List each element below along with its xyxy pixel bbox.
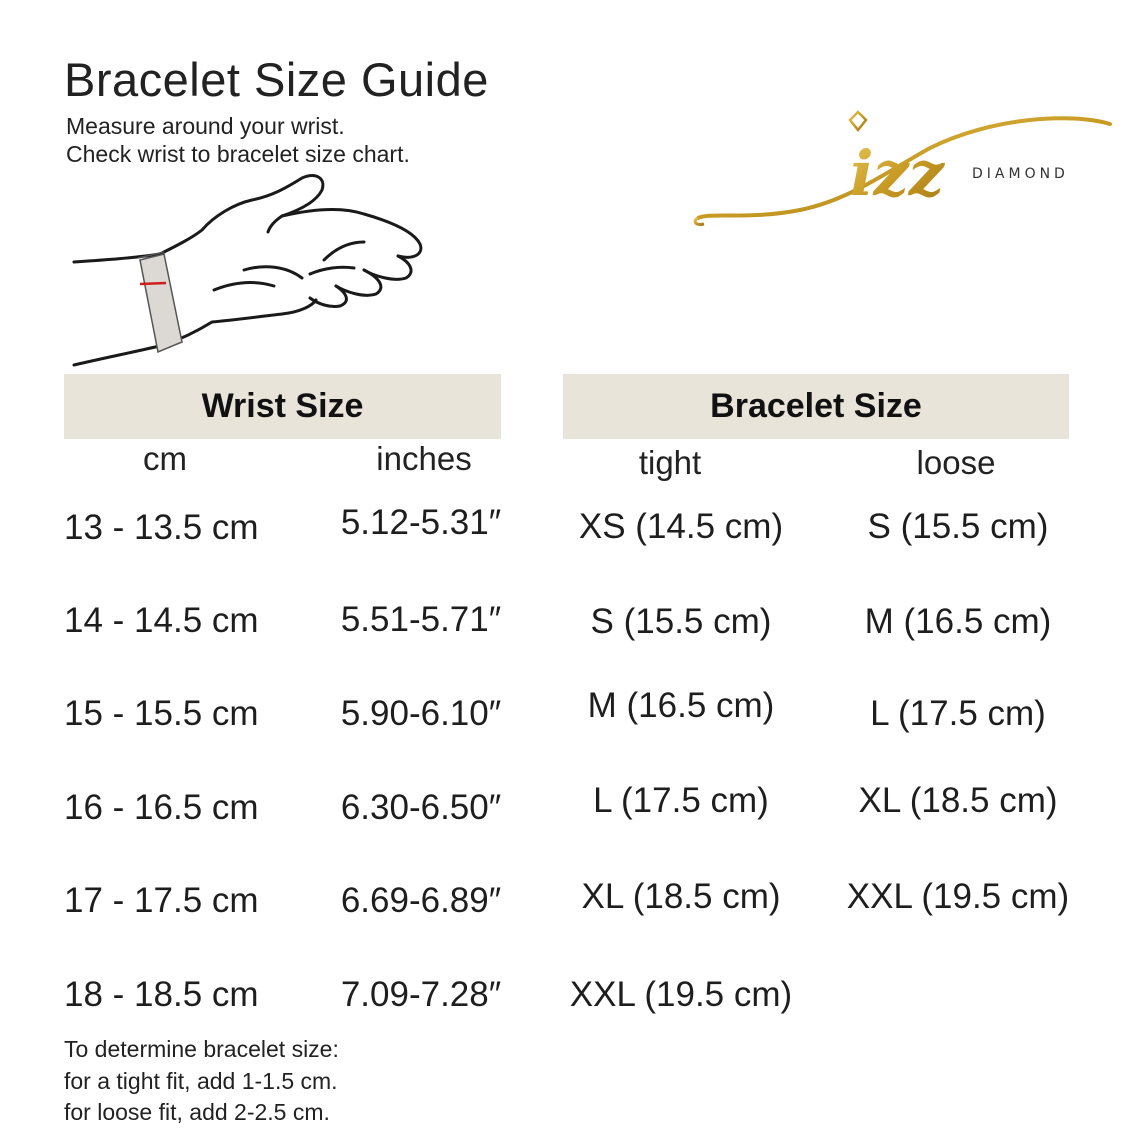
row-2-inches: 5.51-5.71″	[340, 600, 502, 639]
row-4-loose: XL (18.5 cm)	[858, 781, 1058, 820]
note-line-3: for loose fit, add 2-2.5 cm.	[64, 1099, 330, 1125]
col-head-loose: loose	[916, 444, 996, 481]
col-head-tight: tight	[638, 444, 702, 481]
row-1-cm: 13 - 13.5 cm	[64, 508, 259, 547]
note-line-2: for a tight fit, add 1-1.5 cm.	[64, 1068, 338, 1094]
row-2-tight: S (15.5 cm)	[590, 602, 772, 641]
instruction-line-2: Check wrist to bracelet size chart.	[66, 141, 410, 167]
row-2-cm: 14 - 14.5 cm	[64, 601, 259, 640]
instruction-line-1: Measure around your wrist.	[66, 113, 345, 139]
row-6-tight: XXL (19.5 cm)	[569, 975, 793, 1014]
col-head-cm: cm	[143, 440, 187, 477]
row-4-cm: 16 - 16.5 cm	[64, 788, 259, 827]
row-4-inches: 6.30-6.50″	[340, 788, 502, 827]
logo-word-text: DIAMOND	[972, 166, 1069, 182]
row-5-cm: 17 - 17.5 cm	[64, 881, 259, 920]
col-head-inches: inches	[376, 440, 472, 477]
row-1-tight: XS (14.5 cm)	[578, 507, 784, 546]
bracelet-size-header	[563, 374, 1069, 439]
row-3-inches: 5.90-6.10″	[340, 694, 502, 733]
izz-diamond-logo	[690, 100, 1130, 250]
row-4-tight: L (17.5 cm)	[593, 781, 769, 820]
row-5-tight: XL (18.5 cm)	[581, 877, 781, 916]
row-1-loose: S (15.5 cm)	[867, 507, 1049, 546]
row-3-tight: M (16.5 cm)	[587, 686, 775, 725]
logo-script-text: izz	[850, 137, 944, 210]
wrist-hand-illustration	[64, 170, 444, 375]
wrist-size-header-label: Wrist Size	[201, 387, 364, 425]
bracelet-size-header-label: Bracelet Size	[710, 387, 922, 425]
row-6-cm: 18 - 18.5 cm	[64, 975, 259, 1014]
row-3-cm: 15 - 15.5 cm	[64, 694, 259, 733]
row-1-inches: 5.12-5.31″	[340, 503, 502, 542]
row-5-inches: 6.69-6.89″	[340, 881, 502, 920]
row-3-loose: L (17.5 cm)	[870, 694, 1046, 733]
wrist-size-header	[64, 374, 501, 439]
measuring-tape	[138, 252, 182, 352]
page-title: Bracelet Size Guide	[64, 53, 489, 106]
row-2-loose: M (16.5 cm)	[864, 602, 1052, 641]
note-line-1: To determine bracelet size:	[64, 1036, 339, 1062]
row-5-loose: XXL (19.5 cm)	[846, 877, 1070, 916]
row-6-inches: 7.09-7.28″	[340, 975, 502, 1014]
